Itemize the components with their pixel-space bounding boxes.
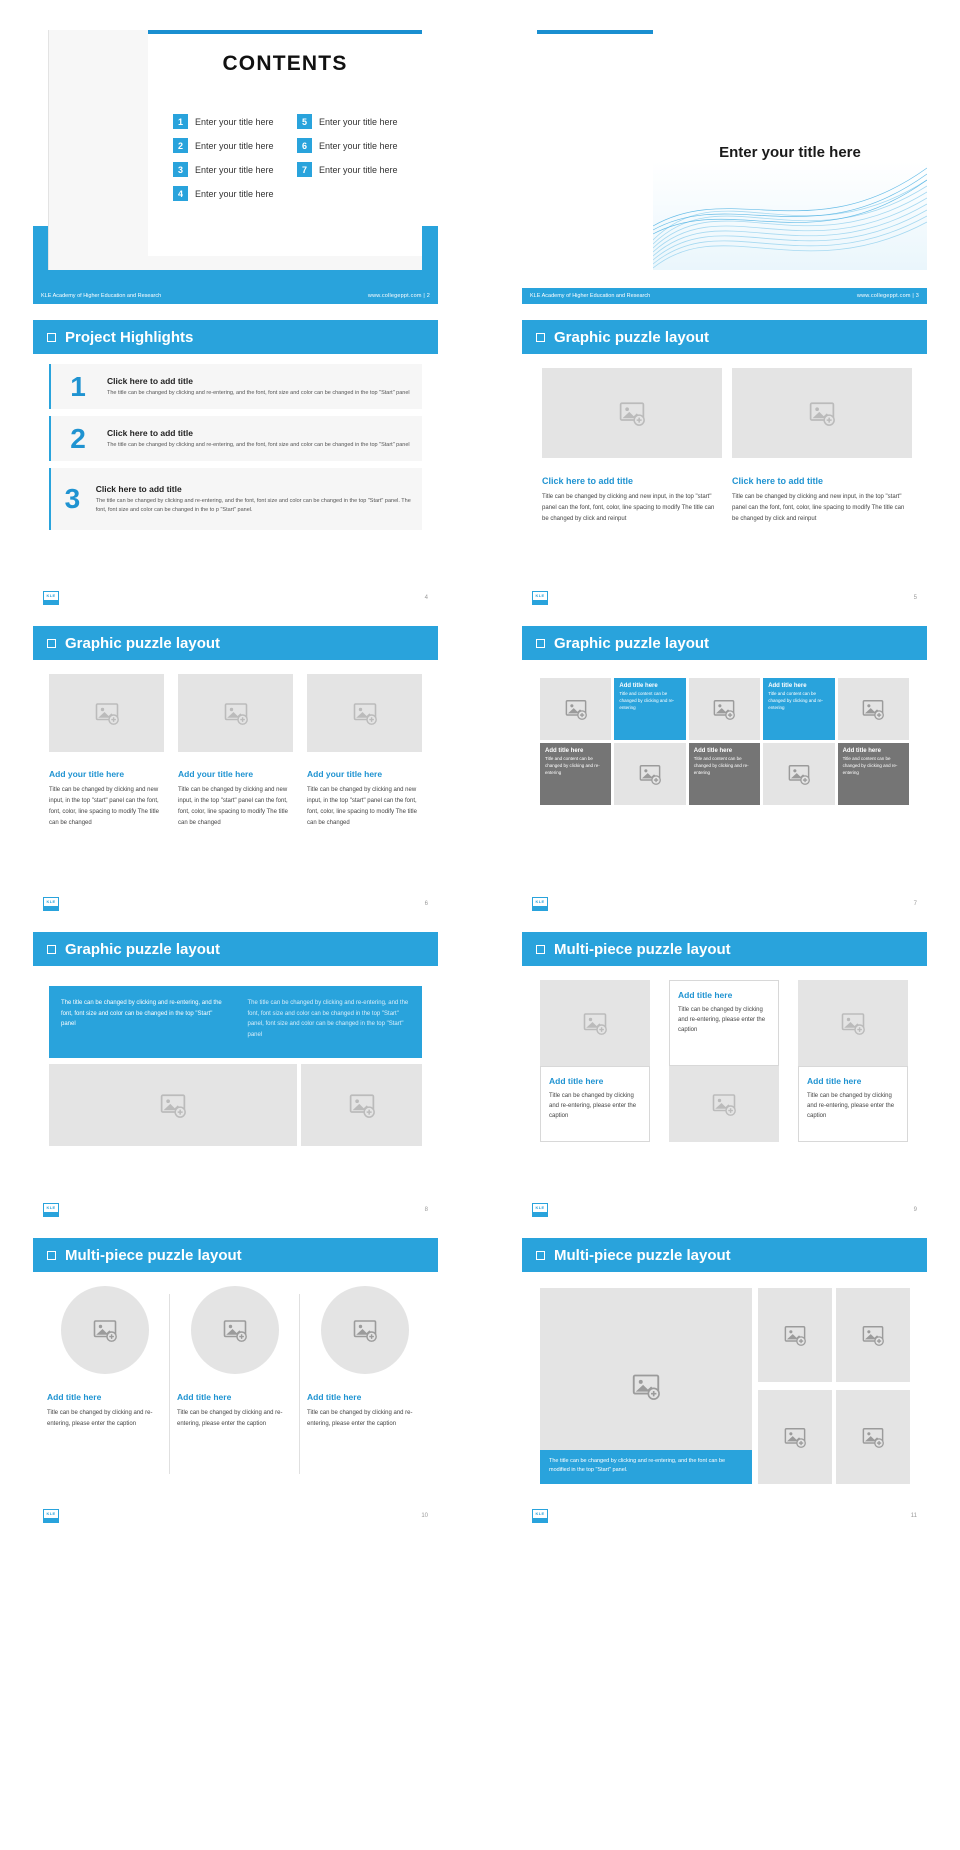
slide-header: [522, 626, 927, 660]
banner-text-right: The title can be changed by clicking and re-entering, and the font, font size and color can be changed in the top "Start" panel, font size and color can be changed in the top "Start" panel: [247, 1000, 409, 1038]
image-placeholder[interactable]: [191, 1286, 279, 1374]
banner-text-left: The title can be changed by clicking and re-entering, and the font, font size and color can be changed in the top "Start" panel: [61, 1000, 222, 1027]
image-placeholder[interactable]: [763, 743, 834, 805]
column-title: Add your title here: [307, 769, 383, 779]
page-title: CONTENTS: [222, 52, 348, 75]
column-body: Title can be changed by clicking and new input, in the top "start" panel can the font, font, color, line spacing to modify The title can be changed: [49, 787, 159, 827]
slide-footer: [33, 288, 438, 304]
toc-number: 7: [297, 162, 312, 177]
slide-header: [33, 626, 438, 660]
slide-header: [522, 1238, 927, 1272]
content-column[interactable]: [177, 1286, 293, 1430]
column-title: Add title here: [47, 1392, 102, 1402]
slide-header: [522, 932, 927, 966]
image-placeholder[interactable]: [301, 1064, 422, 1146]
slide-header-title: Graphic puzzle layout: [65, 940, 221, 958]
image-placeholder[interactable]: [758, 1390, 832, 1484]
toc-label: Enter your title here: [319, 116, 398, 127]
image-placeholder[interactable]: [178, 674, 293, 752]
footer-org: KLE Academy of Higher Education and Research: [530, 293, 651, 299]
item-number: 2: [70, 422, 86, 454]
table-of-contents: [173, 114, 413, 201]
cell-title: Add title here: [619, 683, 658, 689]
page-number: 4: [424, 595, 428, 601]
toc-number: 3: [173, 162, 188, 177]
toc-label: Enter your title here: [195, 188, 274, 199]
column-body: Title can be changed by clicking and new input, in the top "start" panel can the font, font, color, line spacing to modify The title can be changed: [178, 787, 288, 827]
square-bullet-icon: [47, 333, 56, 342]
footer-site: [368, 293, 430, 299]
slide-header-title: Multi-piece puzzle layout: [65, 1246, 242, 1264]
page-number: 8: [424, 1207, 428, 1213]
card-body: Title can be changed by clicking and re-entering, please enter the caption: [807, 1093, 895, 1120]
page-number: 11: [910, 1513, 917, 1519]
kle-logo: KLE: [532, 1203, 548, 1217]
cell-body: Title and content can be changed by clicking and re-entering: [545, 756, 600, 775]
caption-card[interactable]: [669, 980, 779, 1066]
slide-graphic-puzzle-banner[interactable]: [33, 932, 438, 1222]
card-title: Add title here: [678, 990, 733, 1000]
column-title: Add title here: [307, 1392, 362, 1402]
mosaic-text-cell[interactable]: [838, 743, 909, 805]
divider: [299, 1294, 300, 1474]
slide-project-highlights[interactable]: [33, 320, 438, 610]
item-title: Click here to add title: [107, 427, 193, 438]
cell-title: Add title here: [545, 748, 584, 754]
card-title: Add title here: [549, 1076, 604, 1086]
item-number: 3: [64, 483, 81, 514]
slide-multipiece-staggered[interactable]: [522, 932, 927, 1222]
image-placeholder[interactable]: [758, 1288, 832, 1382]
slide-header: [33, 932, 438, 966]
list-item[interactable]: [173, 138, 289, 153]
slide-footer: [522, 586, 927, 610]
mosaic-text-cell[interactable]: [614, 678, 685, 740]
footer-org: KLE Academy of Higher Education and Research: [41, 293, 162, 299]
toc-number: 6: [297, 138, 312, 153]
kle-logo: KLE: [532, 1509, 548, 1523]
slide-header: [33, 1238, 438, 1272]
slide-graphic-puzzle-two-col[interactable]: [522, 320, 927, 610]
feature-caption[interactable]: The title can be changed by clicking and re-entering, and the font can be modified in the top "Start" panel.: [540, 1450, 752, 1484]
list-item[interactable]: [173, 114, 289, 129]
image-placeholder[interactable]: [838, 678, 909, 740]
card-title: Add title here: [807, 1076, 862, 1086]
list-item[interactable]: [49, 416, 422, 461]
image-placeholder[interactable]: [614, 743, 685, 805]
content-column[interactable]: [732, 368, 912, 525]
toc-number: 4: [173, 186, 188, 201]
cell-body: Title and content can be changed by clicking and re-entering: [693, 756, 749, 775]
item-body: The title can be changed by clicking and re-entering, and the font, font size and color can be changed in the top "Start" panel: [107, 441, 410, 448]
footer-site-text: www.collegeppt.com: [856, 293, 911, 299]
blue-text-banner[interactable]: [49, 986, 422, 1058]
image-placeholder[interactable]: [540, 980, 650, 1066]
page-number: 7: [913, 901, 917, 907]
slide-header: [33, 320, 438, 354]
toc-label: Enter your title here: [195, 164, 274, 175]
item-body: The title can be changed by clicking and re-entering, and the font, font size and color can be changed in the top "Start" panel: [107, 389, 410, 396]
slide-multipiece-feature[interactable]: [522, 1238, 927, 1528]
slide-footer: [33, 892, 438, 916]
slide-header-title: Project Highlights: [65, 328, 194, 346]
image-placeholder[interactable]: [732, 368, 912, 458]
column-body: Title can be changed by clicking and re-entering, please enter the caption: [47, 1410, 153, 1427]
slide-footer: [33, 1198, 438, 1222]
slide-graphic-puzzle-mosaic[interactable]: [522, 626, 927, 916]
mosaic-text-cell[interactable]: [689, 743, 760, 805]
toc-label: Enter your title here: [319, 164, 398, 175]
cell-title: Add title here: [693, 748, 733, 754]
image-placeholder[interactable]: [49, 674, 164, 752]
slide-graphic-puzzle-three-col[interactable]: [33, 626, 438, 916]
content-column[interactable]: [669, 980, 779, 1142]
highlight-list: [49, 364, 422, 537]
image-placeholder[interactable]: [669, 1066, 779, 1142]
image-placeholder[interactable]: [61, 1286, 149, 1374]
toc-label: Enter your title here: [195, 140, 274, 151]
card-body: Title can be changed by clicking and re-entering, please enter the caption: [549, 1093, 637, 1120]
page-number: 2: [426, 293, 430, 299]
slide-header: [522, 320, 927, 354]
slide-header-title: Graphic puzzle layout: [65, 634, 221, 652]
footer-separator: |: [912, 293, 914, 299]
kle-logo: KLE: [43, 1509, 59, 1523]
item-title: Click here to add title: [95, 483, 182, 494]
page-number: 3: [915, 293, 919, 299]
square-bullet-icon: [536, 639, 545, 648]
slide-contents[interactable]: [33, 14, 438, 304]
list-item[interactable]: [49, 364, 422, 409]
square-bullet-icon: [536, 945, 545, 954]
content-column[interactable]: [47, 1286, 163, 1430]
image-placeholder[interactable]: [798, 980, 908, 1066]
page-number: 9: [913, 1207, 917, 1213]
item-number: 1: [70, 370, 86, 402]
content-column[interactable]: [540, 980, 650, 1142]
square-bullet-icon: [47, 945, 56, 954]
image-placeholder[interactable]: [689, 678, 760, 740]
mosaic-text-cell[interactable]: [540, 743, 611, 805]
slide-header-title: Graphic puzzle layout: [554, 634, 710, 652]
square-bullet-icon: [47, 1251, 56, 1260]
footer-site-text: www.collegeppt.com: [367, 293, 422, 299]
content-column[interactable]: [542, 368, 722, 525]
page-number: 10: [421, 1513, 428, 1519]
kle-logo: KLE: [43, 897, 59, 911]
kle-logo: KLE: [43, 591, 59, 605]
cell-title: Add title here: [842, 748, 881, 754]
content-column[interactable]: [178, 674, 293, 829]
toc-label: Enter your title here: [195, 116, 274, 127]
content-column[interactable]: [798, 980, 908, 1142]
slide-header-title: Graphic puzzle layout: [554, 328, 710, 346]
column-body: Title can be changed by clicking and new input, in the top "start" panel can the font, font, color, line spacing to modify The title can be changed by click and reinput: [542, 494, 715, 523]
page-number: 5: [913, 595, 917, 601]
square-bullet-icon: [536, 333, 545, 342]
kle-logo: KLE: [43, 1203, 59, 1217]
cell-body: Title and content can be changed by clicking and re-entering: [619, 691, 675, 710]
image-placeholder[interactable]: [321, 1286, 409, 1374]
image-placeholder[interactable]: [540, 678, 611, 740]
cell-body: Title and content can be changed by clicking and re-entering: [768, 691, 823, 710]
image-placeholder[interactable]: [542, 368, 722, 458]
image-placeholder[interactable]: [836, 1390, 910, 1484]
cell-title: Add title here: [768, 683, 807, 689]
mosaic-grid: [540, 678, 909, 805]
square-bullet-icon: [47, 639, 56, 648]
image-placeholder[interactable]: [836, 1288, 910, 1382]
slide-footer: [522, 288, 927, 304]
column-title: Add your title here: [49, 769, 125, 779]
part-left-panel: [537, 30, 653, 270]
footer-separator: |: [423, 293, 425, 299]
column-body: Title can be changed by clicking and re-entering, please enter the caption: [307, 1410, 413, 1427]
square-bullet-icon: [536, 1251, 545, 1260]
column-title: Click here to add title: [542, 476, 634, 486]
divider: [169, 1294, 170, 1474]
image-placeholder[interactable]: [307, 674, 422, 752]
slide-footer: [522, 1504, 927, 1528]
content-column[interactable]: [307, 1286, 423, 1430]
cell-body: Title and content can be changed by clicking and re-entering: [842, 756, 898, 775]
part-title: Enter your title here: [719, 144, 861, 161]
column-title: Add title here: [177, 1392, 232, 1402]
caption-card[interactable]: [798, 1066, 908, 1142]
footer-site: [857, 293, 919, 299]
slide-header-title: Multi-piece puzzle layout: [554, 1246, 731, 1264]
slide-header-title: Multi-piece puzzle layout: [554, 940, 731, 958]
list-item[interactable]: [297, 114, 413, 129]
list-item[interactable]: [297, 138, 413, 153]
page-number: 6: [424, 901, 428, 907]
slide-footer: [522, 892, 927, 916]
slide-multipiece-circles[interactable]: [33, 1238, 438, 1528]
mosaic-text-cell[interactable]: [763, 678, 834, 740]
slide-footer: [522, 1198, 927, 1222]
kle-logo: KLE: [532, 591, 548, 605]
content-column[interactable]: [307, 674, 422, 829]
column-body: Title can be changed by clicking and new input, in the top "start" panel can the font, font, color, line spacing to modify The title can be changed by click and reinput: [732, 494, 905, 523]
toc-number: 1: [173, 114, 188, 129]
list-item[interactable]: [173, 186, 289, 201]
column-title: Add your title here: [178, 769, 254, 779]
list-item[interactable]: [173, 162, 289, 177]
toc-label: Enter your title here: [319, 140, 398, 151]
item-body: The title can be changed by clicking and re-entering, and the font, font size and color can be changed in the top "Start" panel. The font, font size and color can be changed in the to p "Start" panel.: [95, 497, 411, 513]
slide-part-divider[interactable]: [522, 14, 927, 304]
list-item[interactable]: [297, 162, 413, 177]
column-body: Title can be changed by clicking and new input, in the top "start" panel can the font, font, color, line spacing to modify The title can be changed: [307, 787, 417, 827]
card-body: Title can be changed by clicking and re-entering, please enter the caption: [678, 1007, 766, 1034]
toc-number: 2: [173, 138, 188, 153]
image-placeholder[interactable]: [49, 1064, 297, 1146]
content-column[interactable]: [49, 674, 164, 829]
slide-footer: [33, 1504, 438, 1528]
column-body: Title can be changed by clicking and re-entering, please enter the caption: [177, 1410, 283, 1427]
toc-number: 5: [297, 114, 312, 129]
kle-logo: KLE: [532, 897, 548, 911]
list-item[interactable]: [49, 468, 422, 530]
caption-card[interactable]: [540, 1066, 650, 1142]
column-title: Click here to add title: [732, 476, 824, 486]
slide-footer: [33, 586, 438, 610]
item-title: Click here to add title: [107, 375, 193, 386]
